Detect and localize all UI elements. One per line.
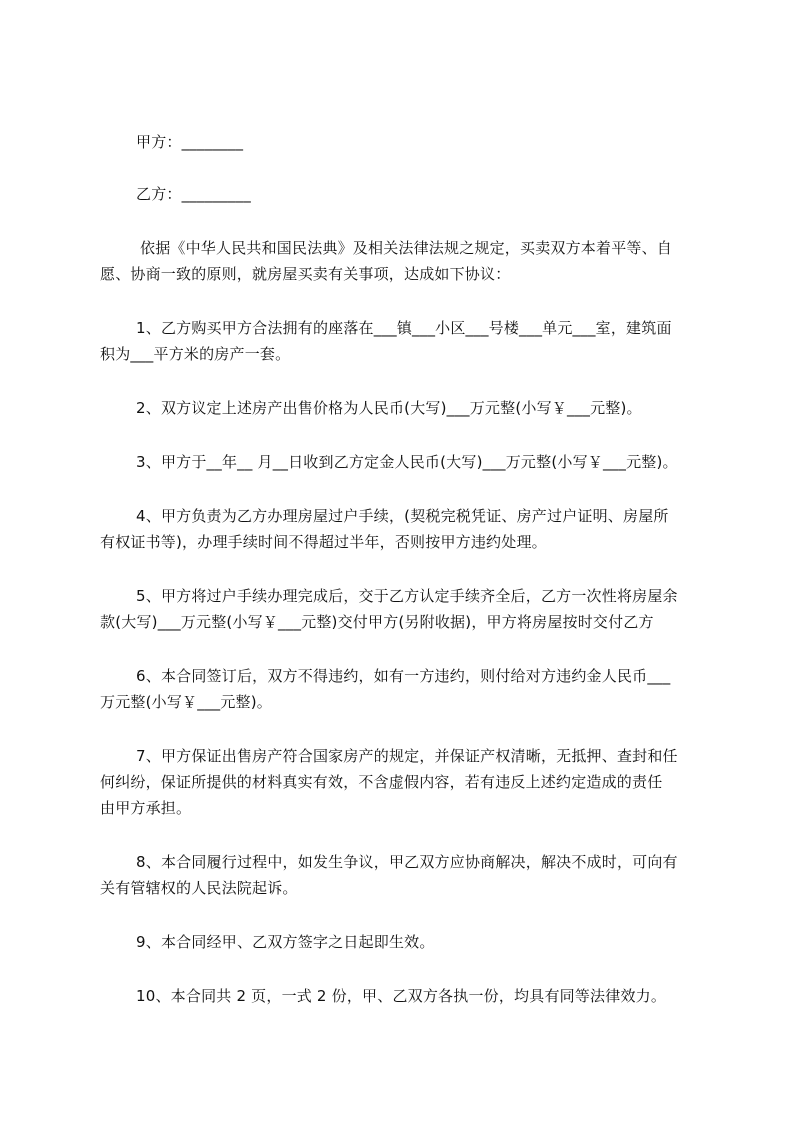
clause-5-line-1: 5、甲方将过户手续办理完成后，交于乙方认定手续齐全后，乙方一次性将房屋余 bbox=[136, 587, 678, 605]
clause-4-line-1: 4、甲方负责为乙方办理房屋过户手续，(契税完税凭证、房产过户证明、房屋所 bbox=[136, 507, 669, 525]
clause-8-line-2: 关有管辖权的人民法院起诉。 bbox=[100, 879, 298, 897]
clause-1-line-1: 1、乙方购买甲方合法拥有的座落在___镇___小区___号楼___单元___室，建筑面 bbox=[136, 319, 672, 337]
clause-8-line-1: 8、本合同履行过程中，如发生争议，甲乙双方应协商解决，解决不成时，可向有 bbox=[136, 853, 678, 871]
party-b-line: 乙方：_________ bbox=[136, 185, 251, 203]
clause-4-line-2: 有权证书等)，办理手续时间不得超过半年，否则按甲方违约处理。 bbox=[100, 533, 547, 551]
clause-2-line-1: 2、双方议定上述房产出售价格为人民币(大写)___万元整(小写￥___元整)。 bbox=[136, 399, 642, 417]
clause-6-line-1: 6、本合同签订后，双方不得违约，如有一方违约，则付给对方违约金人民币___ bbox=[136, 667, 671, 685]
clause-9-line-1: 9、本合同经甲、乙双方签字之日起即生效。 bbox=[136, 933, 435, 951]
clause-7-line-3: 由甲方承担。 bbox=[100, 799, 192, 817]
clause-7-line-2: 何纠纷，保证所提供的材料真实有效，不含虚假内容，若有违反上述约定造成的责任 bbox=[100, 773, 663, 791]
clause-10-line-1: 10、本合同共 2 页，一式 2 份，甲、乙双方各执一份，均具有同等法律效力。 bbox=[136, 987, 667, 1005]
party-a-line: 甲方：________ bbox=[136, 133, 244, 151]
clause-7-line-1: 7、甲方保证出售房产符合国家房产的规定，并保证产权清晰，无抵押、查封和任 bbox=[136, 747, 678, 765]
clause-5-line-2: 款(大写)___万元整(小写￥___元整)交付甲方(另附收据)，甲方将房屋按时交付乙方 bbox=[100, 613, 654, 631]
clause-3-line-1: 3、甲方于__年__ 月__日收到乙方定金人民币(大写)___万元整(小写￥___元整)。 bbox=[136, 453, 678, 471]
clause-1-line-2: 积为___平方米的房产一套。 bbox=[100, 345, 291, 363]
intro-line-1: 依据《中华人民共和国民法典》及相关法律法规之规定，买卖双方本着平等、自 bbox=[140, 239, 673, 257]
intro-line-2: 愿、协商一致的原则，就房屋买卖有关事项，达成如下协议： bbox=[100, 265, 511, 283]
clause-6-line-2: 万元整(小写￥___元整)。 bbox=[100, 693, 273, 711]
